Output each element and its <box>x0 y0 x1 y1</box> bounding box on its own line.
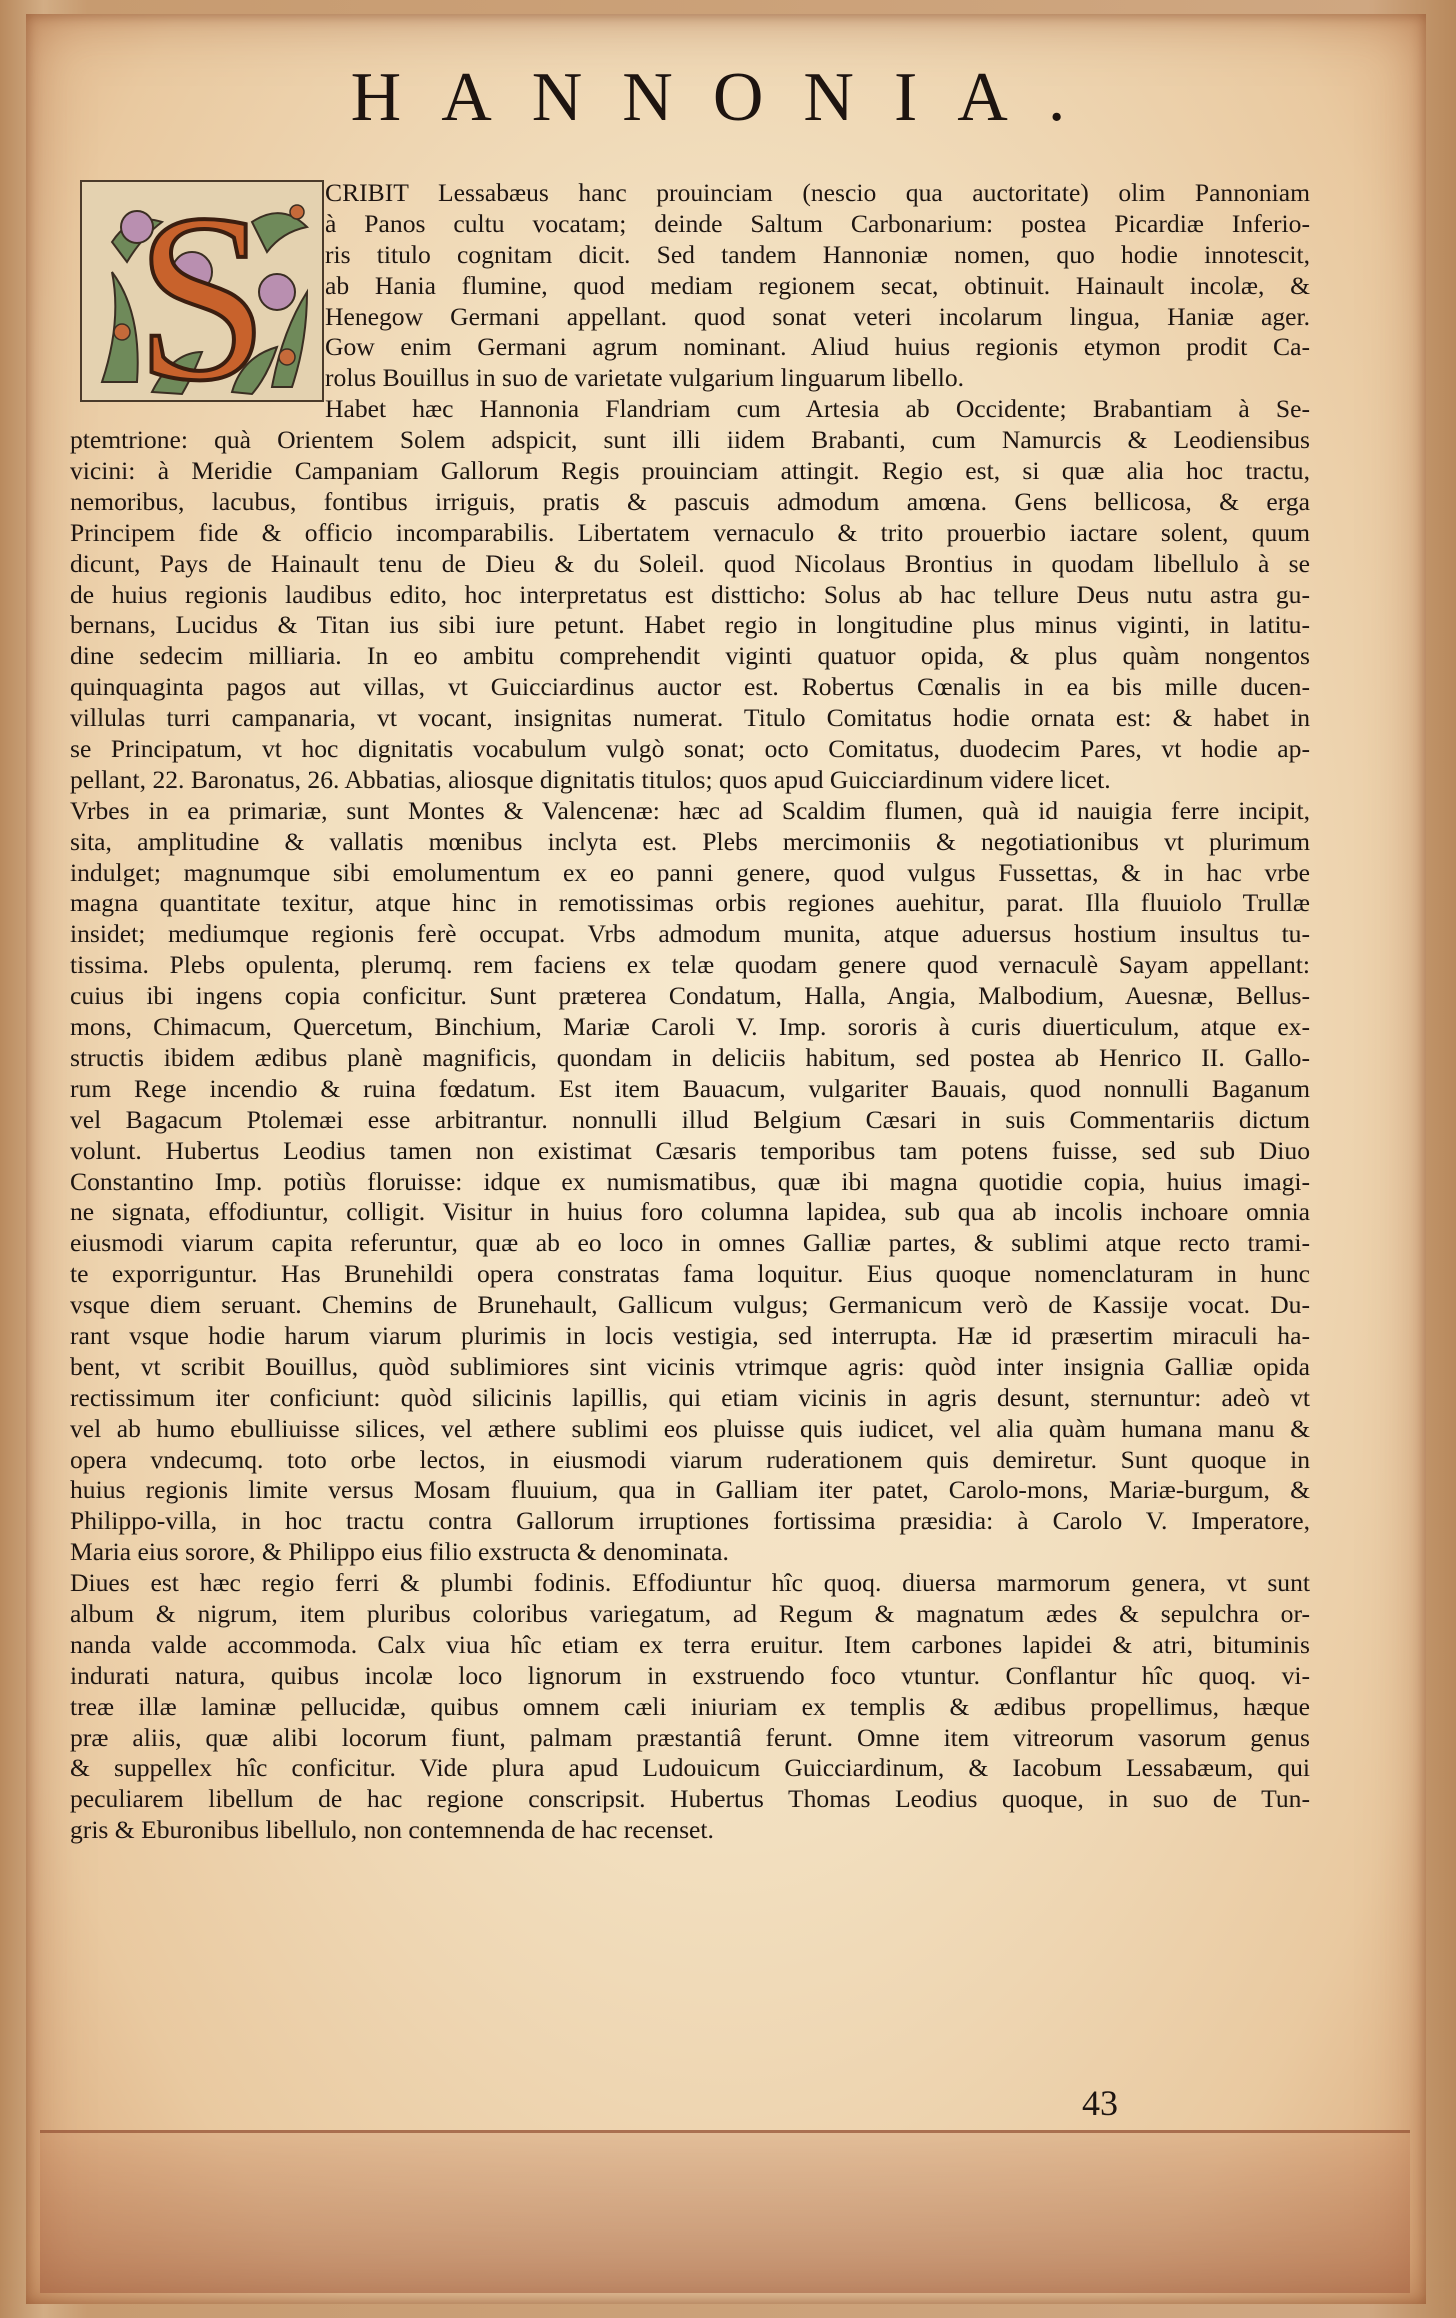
text-line: volunt. Hubertus Leodius tamen non existimat Cæsaris temporibus tam potens fuisse, sed sub Diuo <box>70 1135 1310 1165</box>
text-line: vicini: à Meridie Campaniam Gallorum Regis prouinciam attingit. Regio est, si quæ alia hoc tractu, <box>70 456 1310 486</box>
text-line: insidet; mediumque regionis ferè occupat. Vrbs admodum munita, atque aduersus hostium insultus tu- <box>70 919 1310 949</box>
text-line: nemoribus, lacubus, fontibus irriguis, pratis & pascuis admodum amœna. Gens bellicosa, & erga <box>70 486 1310 516</box>
text-line: cuius ibi ingens copia conficitur. Sunt præterea Condatum, Halla, Angia, Malbodium, Auesnæ, Bellus- <box>70 981 1310 1011</box>
text-line: ne signata, effodiuntur, colligit. Visitur in huius foro columna lapidea, sub qua ab incolis inchoare omnia <box>70 1197 1310 1227</box>
text-line: magna quantitate texitur, atque hinc in remotissimas orbis regiones auehitur, parat. Illa fluuiolo Trullæ <box>70 888 1310 918</box>
text-line: gris & Eburonibus libellulo, non contemnenda de hac recenset. <box>70 1815 714 1845</box>
text-line: indurati natura, quibus incolæ loco lignorum in exstruendo foco vtuntur. Conflantur hîc quoq. vi- <box>70 1660 1310 1690</box>
page-number: 43 <box>1082 2083 1118 2123</box>
text-line: opera vndecumq. toto orbe lectos, in eiusmodi viarum ruderationem quis demiretur. Sunt quoque in <box>70 1444 1310 1474</box>
text-line: pellant, 22. Baronatus, 26. Abbatias, aliosque dignitatis titulos; quos apud Guicciardinum videre licet. <box>70 764 1111 794</box>
text-line: Gow enim Germani agrum nominant. Aliud huius regionis etymon prodit Ca- <box>325 332 1310 362</box>
body-text <box>70 178 1310 1846</box>
text-line: rum Rege incendio & ruina fœdatum. Est item Bauacum, vulgariter Bauais, quod nonnulli Baganum <box>70 1073 1310 1103</box>
text-line: Philippo-villa, in hoc tractu contra Gallorum irruptiones fortissima præsidia: à Carolo V. Imperatore, <box>70 1506 1310 1536</box>
text-line: rant vsque hodie harum viarum plurimis in locis vestigia, sed interrupta. Hæ id præsertim miraculi ha- <box>70 1320 1310 1350</box>
text-line: ptemtrione: quà Orientem Solem adspicit, sunt illi iidem Brabanti, cum Namurcis & Leodiensibus <box>70 425 1310 455</box>
text-line: dicunt, Pays de Hainault tenu de Dieu & du Soleil. quod Nicolaus Brontius in quodam libellulo à se <box>70 548 1310 578</box>
text-line: eiusmodi viarum capita referuntur, quæ ab eo loco in omnes Galliæ partes, & sublimi atque recto trami- <box>70 1228 1310 1258</box>
text-line: sita, amplitudine & vallatis mœnibus inclyta est. Plebs mercimoniis & negotiationibus vt plurimum <box>70 826 1310 856</box>
text-line: Habet hæc Hannonia Flandriam cum Artesia ab Occidente; Brabantiam à Se- <box>325 394 1310 424</box>
text-line: rectissimum iter conficiunt: quòd silicinis lapillis, qui etiam vicinis in agris desunt, sternuntur: adeò vt <box>70 1382 1310 1412</box>
text-line: Henegow Germani appellant. quod sonat veteri incolarum lingua, Haniæ ager. <box>325 301 1310 331</box>
text-line: à Panos cultu vocatam; deinde Saltum Carbonarium: postea Picardiæ Inferio- <box>325 208 1310 238</box>
text-line: vel Bagacum Ptolemæi esse arbitrantur. nonnulli illud Belgium Cæsari in suis Commentariis dictum <box>70 1104 1310 1134</box>
paper-stain <box>40 2130 1410 2293</box>
text-line: Diues est hæc regio ferri & plumbi fodinis. Effodiuntur hîc quoq. diuersa marmorum genera, vt sunt <box>70 1568 1310 1598</box>
text-line: peculiarem libellum de hac regione conscripsit. Hubertus Thomas Leodius quoque, in suo de Tun- <box>70 1784 1310 1814</box>
text-line: rolus Bouillus in suo de varietate vulgarium linguarum libello. <box>325 363 965 393</box>
text-line: Principem fide & officio incomparabilis. Libertatem vernaculo & trito prouerbio iactare solent, quum <box>70 517 1310 547</box>
text-line: huius regionis limite versus Mosam fluuium, qua in Galliam iter patet, Carolo-mons, Mariæ-burgum, & <box>70 1475 1310 1505</box>
text-line: mons, Chimacum, Quercetum, Binchium, Mariæ Caroli V. Imp. sororis à curis diuerticulum, atque ex- <box>70 1012 1310 1042</box>
text-line: bent, vt scribit Bouillus, quòd sublimiores sint vicinis vtrimque agris: quòd inter insignia Galliæ opida <box>70 1351 1310 1381</box>
text-line: ab Hania flumine, quod mediam regionem secat, obtinuit. Hainault incolæ, & <box>325 270 1310 300</box>
text-line: CRIBIT Lessabæus hanc prouinciam (nescio qua auctoritate) olim Pannoniam <box>325 178 1310 207</box>
text-line: bernans, Lucidus & Titan ius sibi iure petunt. Habet regio in longitudine plus minus viginti, in latitu- <box>70 610 1310 640</box>
text-line: treæ illæ laminæ pellucidæ, quibus omnem cæli iniuriam ex templis & ædibus propellimus, hæque <box>70 1691 1310 1721</box>
initial-letter: S <box>135 182 269 400</box>
text-line: nanda valde accommoda. Calx viua hîc etiam ex terra eruitur. Item carbones lapidei & atri, bituminis <box>70 1629 1310 1659</box>
text-line: Maria eius sorore, & Philippo eius filio exstructa & denominata. <box>70 1537 729 1567</box>
text-line: Constantino Imp. potiùs floruisse: idque ex numismatibus, quæ ibi magna quotidie copia, huius imagi- <box>70 1166 1310 1196</box>
text-line: vel ab humo ebulliuisse silices, vel æthere sublimi eos pluisse quis iudicet, vel alia quàm humana manu & <box>70 1413 1310 1443</box>
text-line: & suppellex hîc conficitur. Vide plura apud Ludouicum Guicciardinum, & Iacobum Lessabæum, qui <box>70 1753 1310 1783</box>
text-line: præ aliis, quæ alibi locorum fiunt, palmam præstantiâ ferunt. Omne item vitreorum vasorum genus <box>70 1722 1310 1752</box>
text-line: dine sedecim milliaria. In eo ambitu comprehendit viginti quatuor opida, & plus quàm nongentos <box>70 641 1310 671</box>
text-line: vsque diem seruant. Chemins de Brunehault, Gallicum vulgus; Germanicum verò de Kassije vocat. Du- <box>70 1290 1310 1320</box>
text-line: album & nigrum, item pluribus coloribus variegatum, ad Regum & magnatum ædes & sepulchra or- <box>70 1598 1310 1628</box>
text-line: tissima. Plebs opulenta, plerumq. rem faciens ex telæ quodam genere quod vernaculè Sayam appellant: <box>70 950 1310 980</box>
text-line: indulget; magnumque sibi emolumentum ex eo panni genere, quod vulgus Fussettas, & in hac vrbe <box>70 857 1310 887</box>
text-line: structis ibidem ædibus planè magnificis, quondam in deliciis habitum, sed postea ab Henrico II. Gallo- <box>70 1042 1310 1072</box>
text-line: ris titulo cognitam dicit. Sed tandem Hannoniæ nomen, quo hodie innotescit, <box>325 239 1310 269</box>
text-line: villulas turri campanaria, vt vocant, insignitas numerat. Titulo Comitatus hodie ornata est: & habet in <box>70 703 1310 733</box>
text-line: Vrbes in ea primariæ, sunt Montes & Valencenæ: hæc ad Scaldim flumen, quà id nauigia ferre incipit, <box>70 795 1310 825</box>
text-line: se Principatum, vt hoc dignitatis vocabulum vulgò sonat; octo Comitatus, duodecim Pares, vt hodie ap- <box>70 734 1310 764</box>
text-line: te exporriguntur. Has Brunehildi opera constratas fama loquitur. Eius quoque nomenclaturam in hunc <box>70 1259 1310 1289</box>
text-line: de huius regionis laudibus edito, hoc interpretatus est distticho: Solus ab hac tellure Deus nutu astra gu- <box>70 579 1310 609</box>
text-line: quinquaginta pagos aut villas, vt Guicciardinus auctor est. Robertus Cœnalis in ea bis mille ducen- <box>70 672 1310 702</box>
page-title: HANNONIA. <box>350 59 1106 136</box>
